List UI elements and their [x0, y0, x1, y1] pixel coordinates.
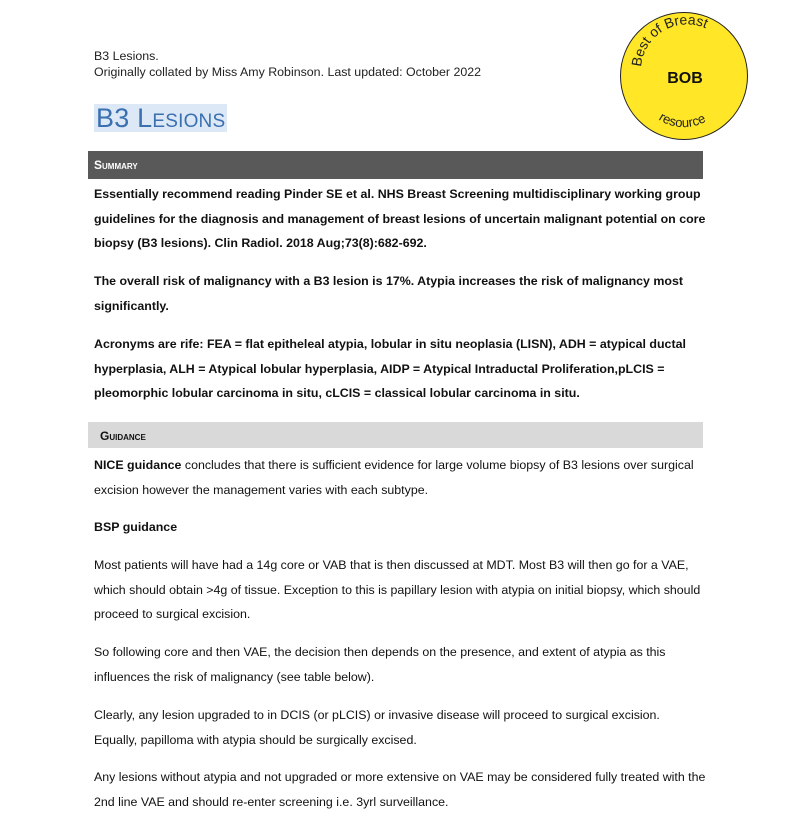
- header-line-title: B3 Lesions.: [94, 49, 159, 63]
- summary-acronyms-paragraph: Acronyms are rife: FEA = flat epitheleal atypia, lobular in situ neoplasia (LISN), ADH = atypical ductal hyperplasia, ALH = Atypical lobular hyperplasia, AIDP = Atypical Intraductal Proliferation,pLCIS = pleomorphic lobular carcinoma in situ, cLCIS = classical lobular carcinoma in situ.: [94, 337, 686, 401]
- bsp-following-paragraph: So following core and then VAE, the decision then depends on the presence, and extent of atypia as this influences the risk of malignancy (see table below).: [94, 645, 666, 684]
- logo-center-text: BOB: [667, 70, 703, 87]
- nice-guidance-text: concludes that there is sufficient evidence for large volume biopsy of B3 lesions over surgical excision however the management varies with each subtype.: [94, 458, 694, 497]
- bsp-guidance-heading: BSP guidance: [94, 520, 178, 534]
- nice-guidance-paragraph: [94, 453, 706, 502]
- nice-guidance-label: NICE guidance: [94, 458, 182, 472]
- summary-risk-paragraph: The overall risk of malignancy with a B3 lesion is 17%. Atypia increases the risk of malignancy most significantly.: [94, 274, 683, 313]
- logo-bottom-text: resource: [656, 109, 708, 131]
- header-line-author: Originally collated by Miss Amy Robinson. Last updated: October 2022: [94, 65, 482, 79]
- guidance-heading: Guidance: [100, 429, 146, 443]
- guidance-heading-bar: [88, 422, 703, 448]
- summary-reference-paragraph: Essentially recommend reading Pinder SE et al. NHS Breast Screening multidisciplinary working group guidelines for the diagnosis and management of breast lesions of uncertain malignant potential on core biopsy (B3 lesions). Clin Radiol. 2018 Aug;73(8):682-692.: [94, 187, 706, 251]
- document-header: [94, 48, 481, 80]
- bsp-upgrade-paragraph: Clearly, any lesion upgraded to in DCIS (or pLCIS) or invasive disease will proceed to surgical excision. Equally, papilloma with atypia should be surgically excised.: [94, 708, 660, 747]
- bsp-core-paragraph: Most patients will have had a 14g core or VAB that is then discussed at MDT. Most B3 will then go for a VAE, which should obtain >4g of tissue. Exception to this is papillary lesion with atypia on initial biopsy, which should proceed to surgical excision.: [94, 558, 701, 622]
- bsp-no-atypia-paragraph: Any lesions without atypia and not upgraded or more extensive on VAE may be considered fully treated with the 2nd line VAE and should re-enter screening i.e. 3yrl surveillance.: [94, 770, 706, 809]
- bob-logo: [620, 12, 748, 140]
- summary-heading: Summary: [94, 158, 138, 172]
- page-title: B3 Lesions: [96, 103, 226, 133]
- bob-logo-graphic: [621, 13, 749, 141]
- logo-top-text: Best of Breast: [628, 13, 711, 68]
- summary-heading-bar: [88, 151, 703, 179]
